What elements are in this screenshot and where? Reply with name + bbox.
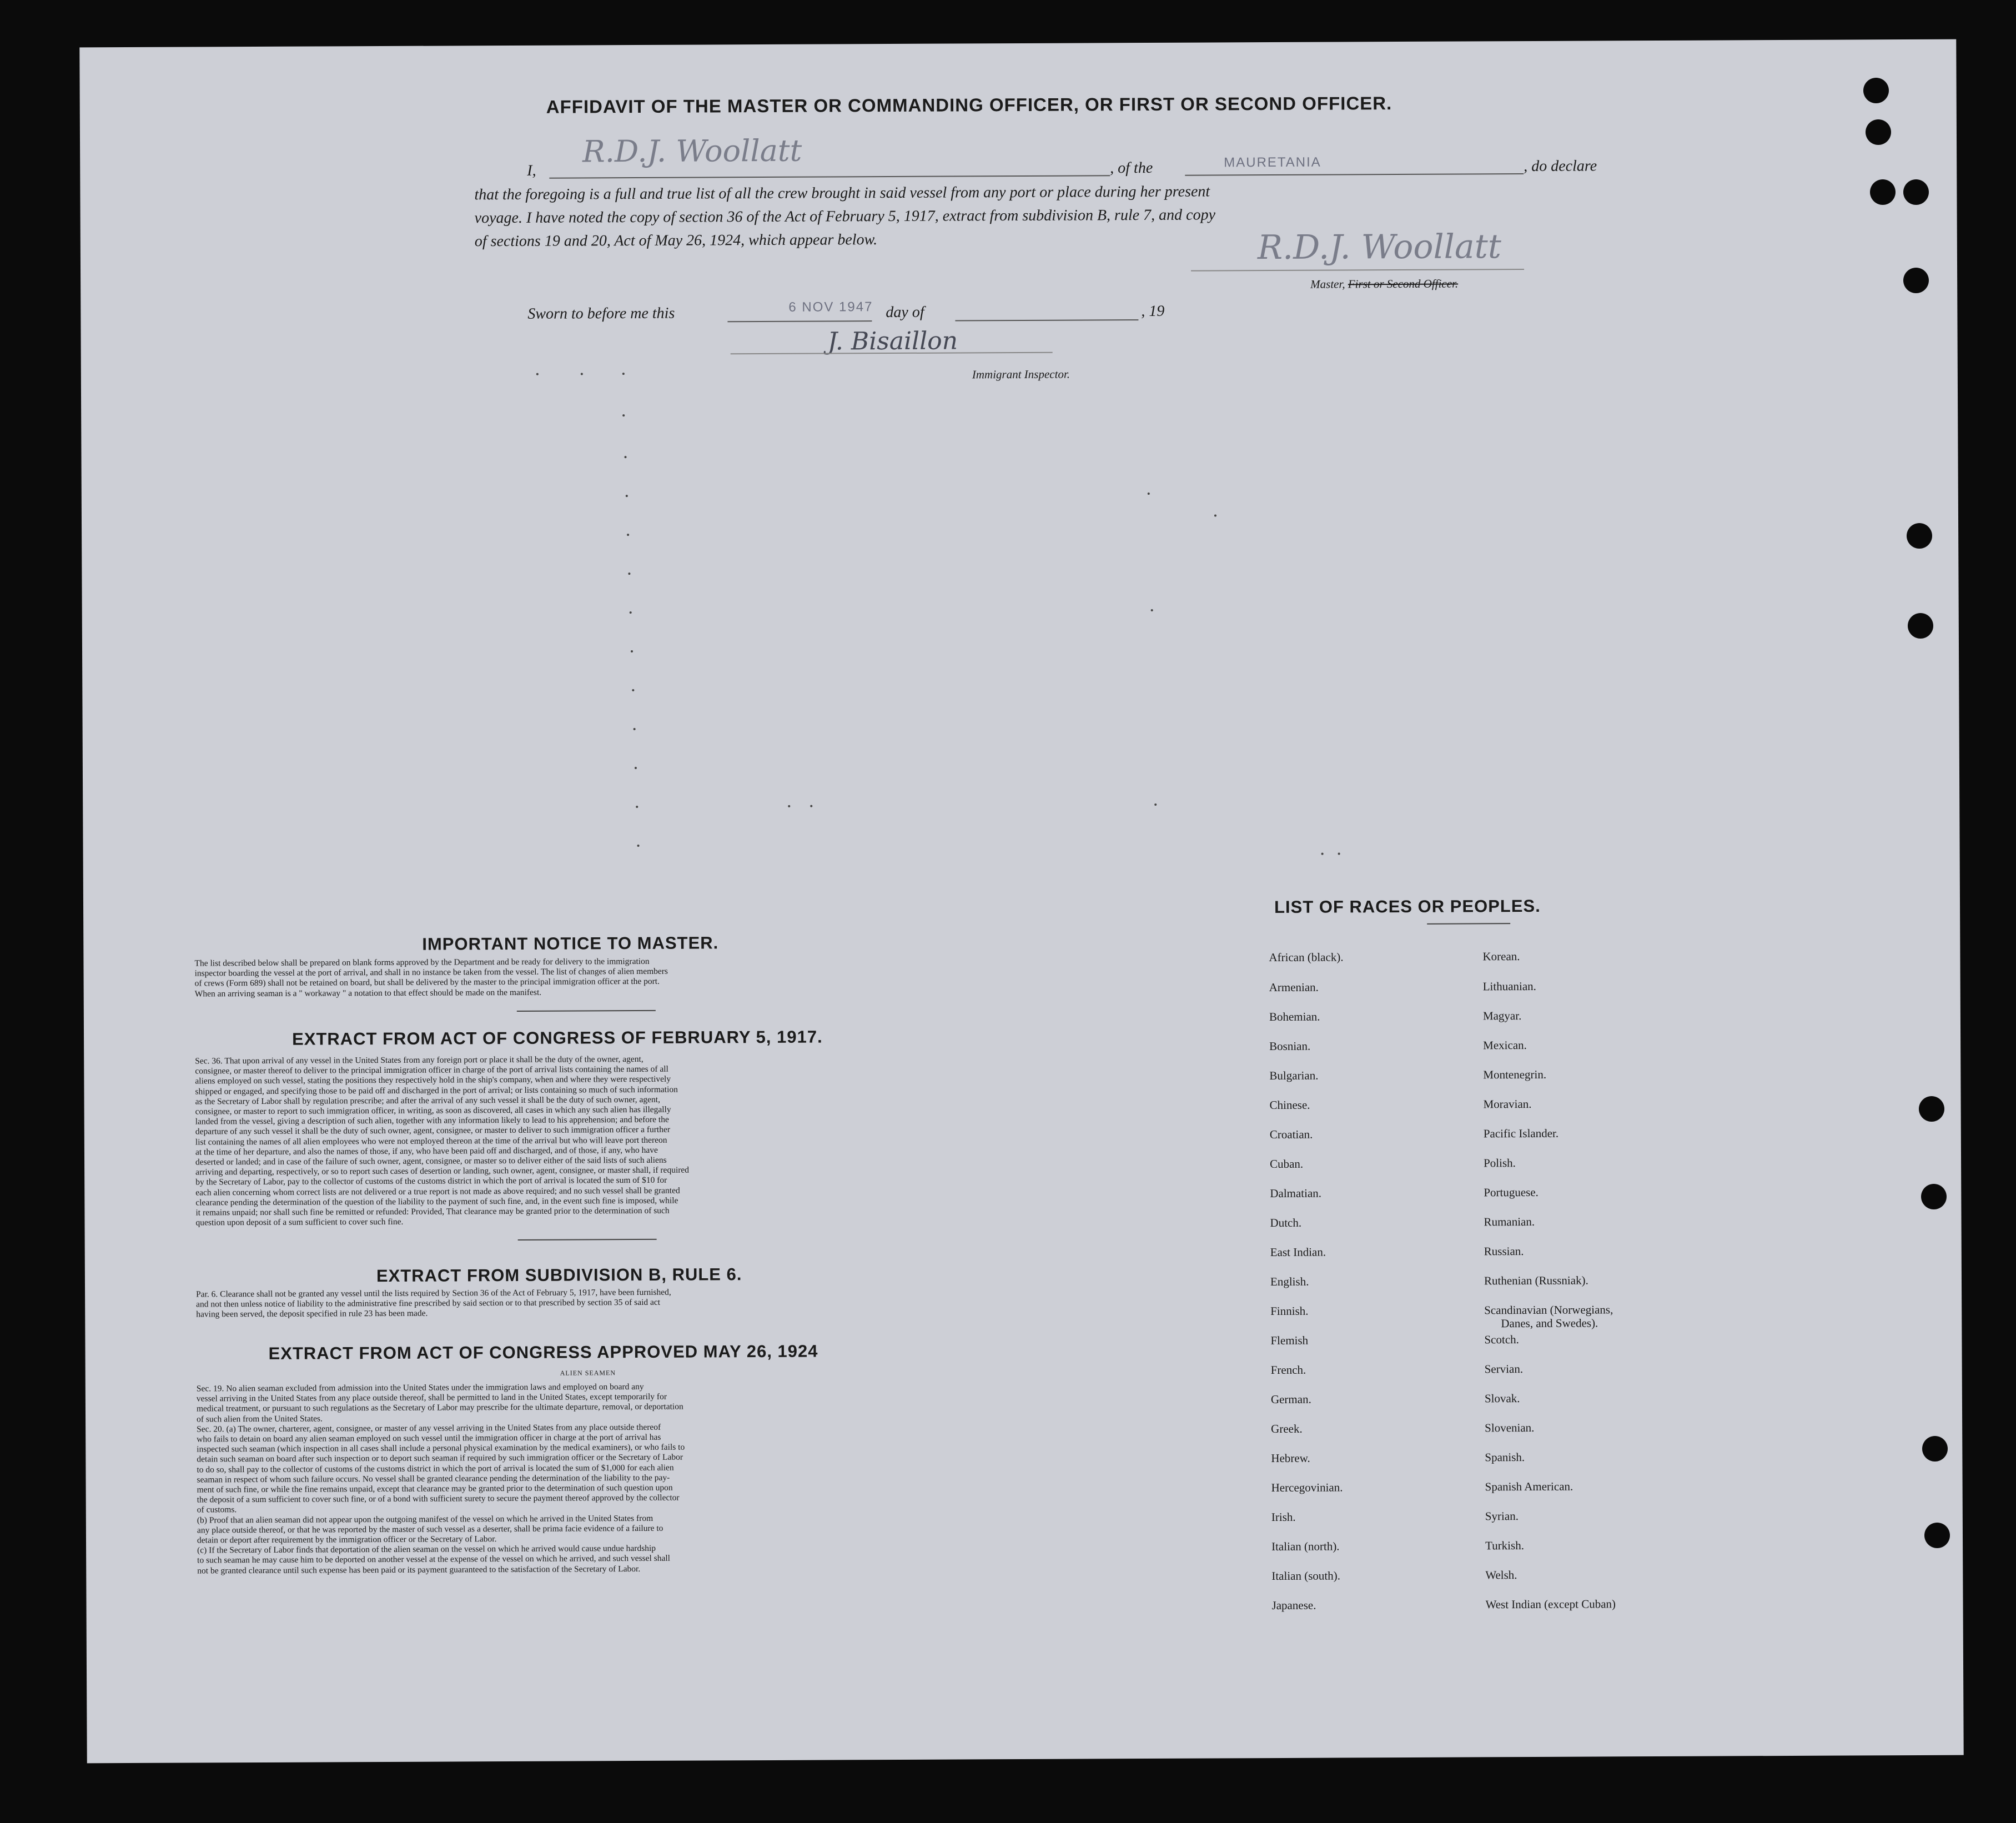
extract-line: detain such seaman on board after such inspection or to deport such seaman if required by such immigration officer or the Secretary of Labor bbox=[197, 1453, 683, 1464]
extract-line: landed from the vessel, giving a description of such alien, together with any information likely to lead to his apprehension; and before the bbox=[195, 1114, 669, 1127]
extract-line: each alien concerning whom correct lists are not delivered or a true report is not made as above required; and no such vessel shall be granted bbox=[195, 1186, 680, 1198]
race-right: Montenegrin. bbox=[1483, 1067, 1547, 1082]
race-left: Greek. bbox=[1271, 1422, 1303, 1436]
race-right: Spanish. bbox=[1485, 1450, 1525, 1464]
punch-hole bbox=[1903, 179, 1929, 205]
sworn-day-field[interactable] bbox=[727, 320, 872, 322]
extract-line: the deposit of a sum sufficient to cover such fine, or of a bond with sufficient surety to secure the payment thereof approved by the collector bbox=[197, 1493, 680, 1505]
extract-line: ment of such fine, or while the fine remains unpaid, except that clearance may be granted prior to the determination of such question upon bbox=[197, 1483, 673, 1495]
extract-1924-title: EXTRACT FROM ACT OF CONGRESS APPROVED MAY 26, 1924 bbox=[268, 1341, 818, 1363]
day-of-label: day of bbox=[886, 303, 924, 322]
race-right: Russian. bbox=[1484, 1244, 1524, 1258]
extract-line: seaman in respect of whom such failure occurs. No vessel shall be granted clearance pending the determination of the liability to the pay- bbox=[197, 1473, 670, 1485]
race-left: Italian (north). bbox=[1271, 1539, 1340, 1554]
extract-line: detain or deport after requirement by the immigration officer or the Secretary of Labor. bbox=[197, 1534, 497, 1545]
master-title bbox=[1310, 277, 1458, 292]
speck bbox=[810, 805, 812, 807]
do-declare-label: , do declare bbox=[1524, 157, 1597, 175]
notice-line: of crews (Form 689) shall not be retained on board, but shall be delivered by the master to the principal immigration officer at the port. bbox=[194, 977, 660, 988]
race-left: French. bbox=[1270, 1363, 1306, 1377]
extract-line: of such alien from the United States. bbox=[197, 1414, 323, 1424]
year-prefix: , 19 bbox=[1141, 302, 1165, 320]
master-signature: R.D.J. Woollatt bbox=[1257, 227, 1502, 268]
extract-line: Sec. 19. No alien seaman excluded from admission into the United States under the immigration laws and employed on board any bbox=[196, 1382, 644, 1394]
divider bbox=[518, 1239, 657, 1241]
extract-line: to such seaman he may cause him to be deported on another vessel at the expense of the vessel on which he arrived, and such vessel shall bbox=[197, 1554, 671, 1565]
race-right: Turkish. bbox=[1485, 1539, 1524, 1553]
extract-line: clearance pending the determination of the question of the liability to the payment of such fine, and, in the event such fine is imposed, while bbox=[195, 1196, 678, 1208]
race-right-continuation: Danes, and Swedes). bbox=[1501, 1316, 1598, 1330]
notice-title: IMPORTANT NOTICE TO MASTER. bbox=[422, 933, 719, 954]
punch-hole bbox=[1903, 268, 1929, 293]
speck bbox=[622, 373, 625, 375]
divider bbox=[517, 1010, 656, 1012]
of-the-label: , of the bbox=[1110, 159, 1153, 177]
speck bbox=[628, 572, 630, 575]
affidavit-line-3: voyage. I have noted the copy of section 36 of the Act of February 5, 1917, extract from subdivision B, rule 7, and copy bbox=[474, 206, 1216, 227]
speck bbox=[1214, 514, 1216, 516]
extract-1924-subtitle: ALIEN SEAMEN bbox=[560, 1369, 616, 1377]
extract-line: and not then unless notice of liability to the administrative fine prescribed by said section or to that prescribed by section 35 of said act bbox=[196, 1298, 661, 1309]
speck bbox=[536, 373, 539, 375]
speck bbox=[634, 728, 636, 730]
extract-1917-title: EXTRACT FROM ACT OF CONGRESS OF FEBRUARY 5, 1917. bbox=[291, 1027, 823, 1049]
affidavit-line-4: of sections 19 and 20, Act of May 26, 1924, which appear below. bbox=[474, 231, 878, 250]
race-right: Welsh. bbox=[1485, 1568, 1517, 1582]
race-left: Italian (south). bbox=[1271, 1569, 1340, 1583]
extract-line: inspected such seaman (which inspection in all cases shall include a personal physical examination by the medical examiners), or who fails to bbox=[197, 1442, 685, 1454]
speck bbox=[622, 414, 625, 416]
sworn-date-stamp: 6 NOV 1947 bbox=[788, 299, 873, 315]
extract-1924-body bbox=[197, 1380, 980, 1576]
race-right: Ruthenian (Russniak). bbox=[1484, 1273, 1588, 1288]
extract-line: departure of any such vessel it shall be the duty of such owner, agent, consignee, or master to deliver to such immigration officer a further bbox=[195, 1125, 671, 1137]
sworn-month-field[interactable] bbox=[955, 319, 1138, 321]
race-left: Cuban. bbox=[1270, 1157, 1304, 1171]
vessel-name: MAURETANIA bbox=[1224, 154, 1321, 170]
extract-line: medical treatment, or pursuant to such regulations as the Secretary of Labor may prescribe for the ultimate departure, removal, or deportation bbox=[196, 1402, 683, 1414]
race-right: Slovenian. bbox=[1485, 1420, 1535, 1435]
master-label: Master, bbox=[1310, 277, 1345, 291]
race-left: Armenian. bbox=[1269, 980, 1319, 995]
extract-line: Sec. 20. (a) The owner, charterer, agent, consignee, or master of any vessel arriving in the United States from any place outside thereof bbox=[197, 1422, 661, 1434]
race-right: Rumanian. bbox=[1484, 1214, 1535, 1229]
race-left: Chinese. bbox=[1269, 1098, 1310, 1112]
punch-hole bbox=[1863, 78, 1889, 103]
notice-line: inspector boarding the vessel at the port of arrival, and shall in no instance be taken from the vessel. The list of changes of alien members bbox=[194, 966, 668, 978]
race-left: African (black). bbox=[1269, 950, 1344, 965]
extract-line: of customs. bbox=[197, 1505, 237, 1515]
extract-line: consignee, or master thereof to deliver to the principal immigration officer in charge of the port of arrival lists containing the names of all bbox=[195, 1064, 668, 1076]
punch-hole bbox=[1921, 1184, 1947, 1209]
race-left: English. bbox=[1270, 1274, 1309, 1289]
speck bbox=[636, 806, 638, 808]
punch-hole bbox=[1870, 179, 1896, 205]
notice-line: The list described below shall be prepared on blank forms approved by the Department and be ready for delivery to the immigration bbox=[194, 956, 650, 968]
officer-name-field[interactable] bbox=[549, 175, 1110, 178]
speck bbox=[627, 534, 629, 536]
officer-signature: R.D.J. Woollatt bbox=[582, 133, 802, 169]
extract-line: vessel arriving in the United States from any place outside thereof, shall be permitted to land in the United States, except temporarily for bbox=[196, 1392, 667, 1404]
speck bbox=[1321, 853, 1324, 855]
speck bbox=[632, 689, 634, 691]
speck bbox=[626, 495, 628, 497]
extract-line: Sec. 36. That upon arrival of any vessel in the United States from any foreign port or place it shall be the duty of the owner, agent, bbox=[195, 1054, 643, 1066]
race-right: Syrian. bbox=[1485, 1509, 1519, 1523]
race-left: Flemish bbox=[1270, 1333, 1309, 1348]
extract-line: Par. 6. Clearance shall not be granted any vessel until the lists required by Section 36 of the Act of February 5, 1917, have been furnished, bbox=[196, 1287, 671, 1299]
race-left: Croatian. bbox=[1269, 1127, 1313, 1142]
extract-line: list containing the names of all alien employees who were not employed thereon at the time of the arrival but who will leave port thereon bbox=[195, 1135, 667, 1147]
race-right: Portuguese. bbox=[1484, 1185, 1539, 1199]
race-right: Lithuanian. bbox=[1482, 979, 1536, 993]
race-right: Servian. bbox=[1484, 1362, 1524, 1376]
inspector-label: Immigrant Inspector. bbox=[972, 367, 1070, 381]
i-label: I, bbox=[527, 162, 536, 179]
race-right: Slovak. bbox=[1484, 1392, 1520, 1405]
extract-line: aliens employed on such vessel, stating the positions they respectively hold in the ship's company, when and where they were respectively bbox=[195, 1074, 671, 1086]
extract-line: arriving and departing, respectively, or so to report such cases of desertion or landing, such owner, agent, consignee, or master shall, if required bbox=[195, 1165, 690, 1177]
race-left: Dalmatian. bbox=[1270, 1186, 1322, 1201]
extract-line: (c) If the Secretary of Labor finds that deportation of the alien seaman on the vessel on which he arrived would cause undue hardship bbox=[197, 1544, 656, 1555]
extract-rule6-title: EXTRACT FROM SUBDIVISION B, RULE 6. bbox=[376, 1264, 742, 1286]
race-right: Spanish American. bbox=[1485, 1479, 1573, 1494]
speck bbox=[1154, 803, 1157, 806]
extract-line: to do so, shall pay to the collector of customs of the customs district in which the port of arrival is located the sum of $1,000 for each alien bbox=[197, 1463, 674, 1475]
extract-line: having been served, the deposit specified in rule 23 has been made. bbox=[196, 1309, 428, 1319]
speck bbox=[1148, 493, 1150, 495]
extract-line: at the time of her departure, and also the names of those, if any, who have been paid off and discharged, and of those, if any, who have bbox=[195, 1145, 658, 1157]
extract-rule6-body bbox=[196, 1286, 979, 1320]
extract-line: not be granted clearance until such expense has been paid or its payment guaranteed to the satisfaction of the Secretary of Labor. bbox=[197, 1564, 641, 1576]
affidavit-line-2: that the foregoing is a full and true list of all the crew brought in said vessel from any port or place during her present bbox=[474, 183, 1210, 204]
punch-hole bbox=[1922, 1436, 1948, 1462]
affidavit-title: AFFIDAVIT OF THE MASTER OR COMMANDING OFFICER, OR FIRST OR SECOND OFFICER. bbox=[546, 93, 1392, 117]
race-right: Pacific Islander. bbox=[1483, 1126, 1559, 1141]
speck bbox=[631, 650, 633, 652]
race-right: Mexican. bbox=[1483, 1038, 1527, 1052]
punch-hole bbox=[1919, 1096, 1944, 1122]
race-right: Scotch. bbox=[1484, 1333, 1519, 1347]
extract-line: it remains unpaid; nor shall such fine be remitted or refunded: Provided, That clearance may be granted prior to the determination of such bbox=[195, 1206, 670, 1218]
speck bbox=[581, 373, 583, 375]
race-left: Bosnian. bbox=[1269, 1039, 1311, 1053]
punch-hole bbox=[1907, 523, 1932, 549]
master-signature-line bbox=[1191, 269, 1524, 272]
race-left: Japanese. bbox=[1271, 1598, 1316, 1613]
race-left: Bulgarian. bbox=[1269, 1068, 1319, 1083]
punch-hole bbox=[1908, 613, 1933, 639]
inspector-signature: J. Bisaillon bbox=[827, 327, 958, 356]
speck bbox=[635, 767, 637, 769]
extract-line: who fails to detain on board any alien seaman employed on such vessel until the immigration officer in charge at the port of arrival has bbox=[197, 1432, 661, 1444]
race-left: Dutch. bbox=[1270, 1216, 1302, 1230]
race-left: Hercegovinian. bbox=[1271, 1480, 1343, 1495]
speck bbox=[630, 611, 632, 614]
extract-line: question upon deposit of a sum sufficient to cover such fine. bbox=[195, 1217, 404, 1228]
extract-line: by the Secretary of Labor, pay to the collector of customs of the customs district in which the port of arrival is located the sum of $10 for bbox=[195, 1176, 667, 1187]
speck bbox=[1151, 609, 1153, 611]
punch-hole bbox=[1866, 119, 1891, 145]
race-right: Scandinavian (Norwegians, bbox=[1484, 1303, 1613, 1317]
speck bbox=[788, 805, 790, 807]
speck bbox=[637, 845, 640, 847]
race-right: Korean. bbox=[1482, 950, 1520, 963]
race-right: West Indian (except Cuban) bbox=[1485, 1597, 1616, 1611]
race-left: Bohemian. bbox=[1269, 1010, 1320, 1024]
extract-line: deserted or landed; and in case of the failure of such owner, agent, consignee, or master so to deliver either of the said lists of such aliens bbox=[195, 1155, 667, 1167]
extract-line: as the Secretary of Labor shall by regulation prescribe; and after the arrival of any such vessel it shall be the duty of such owner, agent, bbox=[195, 1094, 660, 1107]
form-sheet bbox=[79, 39, 1963, 1764]
race-left: Finnish. bbox=[1270, 1304, 1309, 1318]
race-left: East Indian. bbox=[1270, 1245, 1326, 1259]
divider bbox=[1427, 923, 1510, 925]
race-right: Moravian. bbox=[1483, 1097, 1532, 1111]
sworn-label: Sworn to before me this bbox=[527, 304, 675, 323]
extract-line: any place outside thereof, or that he was reported by the master of such vessel as a deserter, shall be prima facie evidence of a failure to bbox=[197, 1523, 663, 1535]
punch-hole bbox=[1924, 1523, 1950, 1548]
races-title: LIST OF RACES OR PEOPLES. bbox=[1274, 896, 1541, 917]
speck bbox=[624, 456, 626, 458]
extract-line: (b) Proof that an alien seaman did not appear upon the outgoing manifest of the vessel on which he arrived in the United States from bbox=[197, 1513, 653, 1525]
extract-line: shipped or engaged, and specifying those to be paid off and discharged in the port of arrival; or lists containing so much of such information bbox=[195, 1084, 678, 1097]
struck-officer-label: First or Second Officer. bbox=[1348, 277, 1459, 291]
vessel-field[interactable] bbox=[1185, 173, 1524, 176]
race-left: Irish. bbox=[1271, 1510, 1296, 1524]
notice-body bbox=[194, 955, 977, 999]
speck bbox=[1338, 852, 1340, 855]
race-left: German. bbox=[1270, 1392, 1311, 1407]
notice-line: When an arriving seaman is a " workaway " a notation to that effect should be made on the manifest. bbox=[194, 987, 542, 999]
extract-line: consignee, or master to report to such immigration officer, in writing, as soon as discovered, all cases in which any such alien has illegally bbox=[195, 1104, 671, 1117]
race-left: Hebrew. bbox=[1271, 1451, 1310, 1465]
extract-1917-body bbox=[195, 1053, 978, 1228]
race-right: Polish. bbox=[1484, 1156, 1516, 1170]
race-right: Magyar. bbox=[1482, 1009, 1522, 1023]
